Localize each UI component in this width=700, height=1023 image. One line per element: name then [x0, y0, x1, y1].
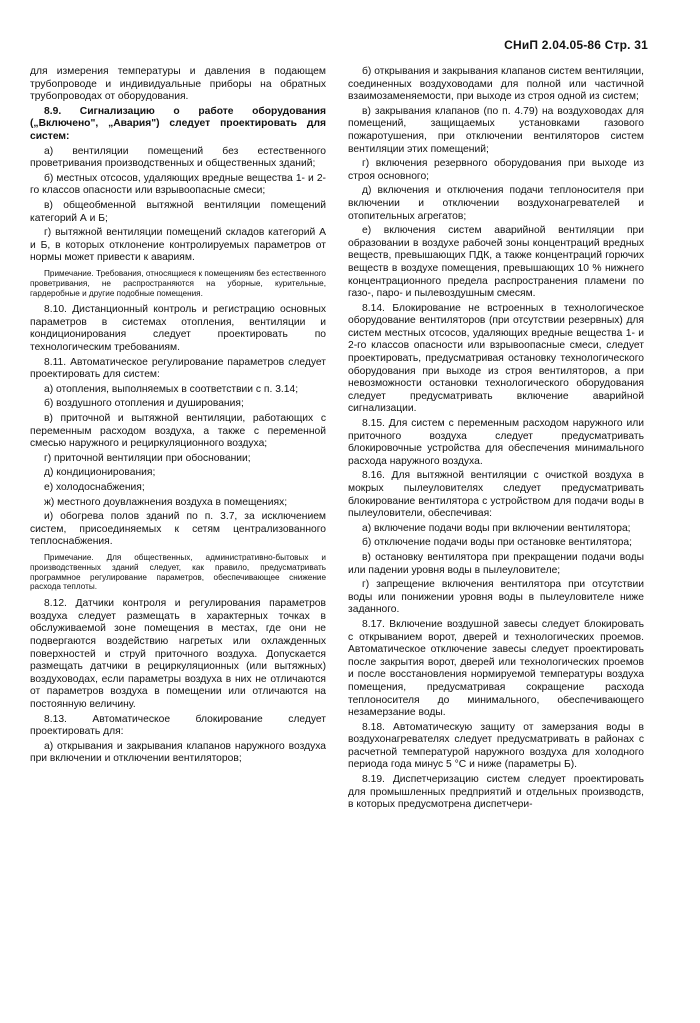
- left-paragraph: Примечание. Требования, относящиеся к помещениям без естественного проветривания, не распространяются на уборные, курительные, гардеробные и другие подобные помещения.: [30, 268, 326, 298]
- left-paragraph: в) приточной и вытяжной вентиляции, работающих с переменным расходом воздуха, а также с переменной смесью наружного и рециркуляционного воздуха;: [30, 413, 326, 450]
- left-paragraph: 8.10. Дистанционный контроль и регистрацию основных параметров в системах отопления, вентиляции и кондиционирования следует проектировать по технологическим требованиям.: [30, 304, 326, 354]
- right-paragraph: 8.16. Для вытяжной вентиляции с очисткой воздуха в мокрых пылеуловителях следует предусматривать блокирование вентилятора с устройством для подачи воды в пылеуловители, обеспечивая:: [348, 470, 644, 520]
- left-paragraph: 8.13. Автоматическое блокирование следует проектировать для:: [30, 713, 326, 738]
- left-paragraph: г) приточной вентиляции при обосновании;: [44, 452, 251, 464]
- left-paragraph: и) обогрева полов зданий по п. 3.7, за исключением систем, присоединяемых к сетям централизованного теплоснабжения.: [30, 511, 326, 548]
- right-paragraph: 8.17. Включение воздушной завесы следует блокировать с открыванием ворот, дверей и технологических проемов. Автоматическое отключение завесы следует проектировать после закрытия ворот, дверей или технологических проемов и после восстановления нормируемой температуры воздуха помещения, предусматривая сокращение расхода теплоносителя до минимального, обеспечивающего незамерзание воды.: [348, 618, 644, 719]
- right-paragraph: г) включения резервного оборудования при выходе из строя основного;: [348, 158, 644, 182]
- left-paragraph: д) кондиционирования;: [44, 467, 156, 479]
- left-paragraph: Примечание. Для общественных, административно-бытовых и производственных зданий следует, как правило, предусматривать программное регулирование параметров, обеспечивающее снижение расхода теплоты.: [30, 552, 326, 592]
- left-paragraph: а) отопления, выполняемых в соответствии с п. 3.14;: [44, 383, 299, 395]
- right-paragraph: 8.15. Для систем с переменным расходом наружного или приточного воздуха следует предусматривать блокировочные устройства для обеспечения минимального расхода наружного воздуха.: [348, 418, 644, 467]
- left-paragraph: а) вентиляции помещений без естественного проветривания производственных и общественных зданий;: [30, 145, 326, 170]
- right-paragraph: б) открывания и закрывания клапанов систем вентиляции, соединенных воздуховодами для полной или частичной взаимозаменяемости, при выходе из строя одной из систем;: [348, 66, 644, 103]
- left-paragraph: 8.9. Сигнализацию о работе оборудования („Включено", „Авария") следует проектировать для систем:: [30, 105, 326, 142]
- right-paragraph: 8.18. Автоматическую защиту от замерзания воды в воздухонагревателях следует предусматривать в районах с расчетной температурой наружного воздуха для холодного периода года минус 5 °С и ниже (параметры Б).: [348, 721, 644, 771]
- right-paragraph: б) отключение подачи воды при остановке вентилятора;: [362, 537, 633, 549]
- right-paragraph: 8.19. Диспетчеризацию систем следует проектировать для промышленных предприятий и отдельных производств, в которых предусмотрена диспетчери-: [348, 774, 644, 811]
- right-paragraph: в) остановку вентилятора при прекращении подачи воды или падении уровня воды в пылеуловителе;: [348, 551, 644, 576]
- left-paragraph: ж) местного доувлажнения воздуха в помещениях;: [44, 496, 288, 508]
- right-paragraph: а) включение подачи воды при включении вентилятора;: [362, 522, 631, 534]
- left-paragraph: б) воздушного отопления и душирования;: [44, 398, 244, 410]
- right-paragraph: в) закрывания клапанов (по п. 4.79) на воздуховодах для помещений, защищаемых установками газового пожаротушения, при отключении вентиляторов систем вентиляции этих помещений;: [348, 105, 644, 155]
- right-paragraph: 8.14. Блокирование не встроенных в технологическое оборудование вентиляторов (при отсутствии резервных) для систем местных отсосов, удаляющих вредные вещества 1- и 2-го классов опасности или взрывоопасные смеси, следует проектировать, предусматривая остановку технологического оборудования при выходе из строя вентиляторов, а при невозможности остановки технологического оборудования следует предусматривать включение аварийной сигнализации.: [348, 302, 644, 415]
- page-header: СНиП 2.04.05-86 Стр. 31: [504, 38, 648, 52]
- left-paragraph: 8.12. Датчики контроля и регулирования параметров воздуха следует размещать в характерных точках в обслуживаемой зоне помещения в местах, где они не подвергаются воздействию нагретых или охлажденных поверхностей и струй приточного воздуха. Допускается размещать датчики в рециркуляционных (или вытяжных) воздуховодах, если параметры воздуха в них не отличаются от параметров воздуха в помещении или отличаются на постоянную величину.: [30, 598, 326, 710]
- left-paragraph: б) местных отсосов, удаляющих вредные вещества 1- и 2-го классов опасности или взрывоопасные смеси;: [30, 172, 326, 197]
- right-column: [348, 66, 644, 814]
- right-paragraph: д) включения и отключения подачи теплоносителя при включении и отключении воздухонагревателей и отопительных агрегатов;: [348, 185, 644, 222]
- left-paragraph: г) вытяжной вентиляции помещений складов категорий А и Б, в которых отклонение контролируемых параметров от нормы может привести к авариям.: [30, 227, 326, 264]
- left-paragraph: а) открывания и закрывания клапанов наружного воздуха при включении и отключении вентиляторов;: [30, 740, 326, 765]
- left-column: [30, 66, 326, 768]
- left-paragraph: 8.11. Автоматическое регулирование параметров следует проектировать для систем:: [30, 356, 326, 381]
- right-paragraph: е) включения систем аварийной вентиляции при образовании в воздухе рабочей зоны концентраций вредных веществ, превышающих ПДК, а также концентраций горючих веществ в воздухе помещения, превышающих 10 % нижнего концентрационного предела распространения пламени по газо-, паро- и пылевоздушным смесям.: [348, 225, 644, 300]
- right-paragraph: г) запрещение включения вентилятора при отсутствии воды или понижении уровня воды в пылеуловителе ниже заданного.: [348, 579, 644, 616]
- left-paragraph: в) общеобменной вытяжной вентиляции помещений категорий А и Б;: [30, 199, 326, 224]
- left-paragraph: для измерения температуры и давления в подающем трубопроводе и индивидуальные приборы на обратных трубопроводах от оборудования.: [30, 66, 326, 103]
- left-paragraph: е) холодоснабжения;: [44, 482, 145, 494]
